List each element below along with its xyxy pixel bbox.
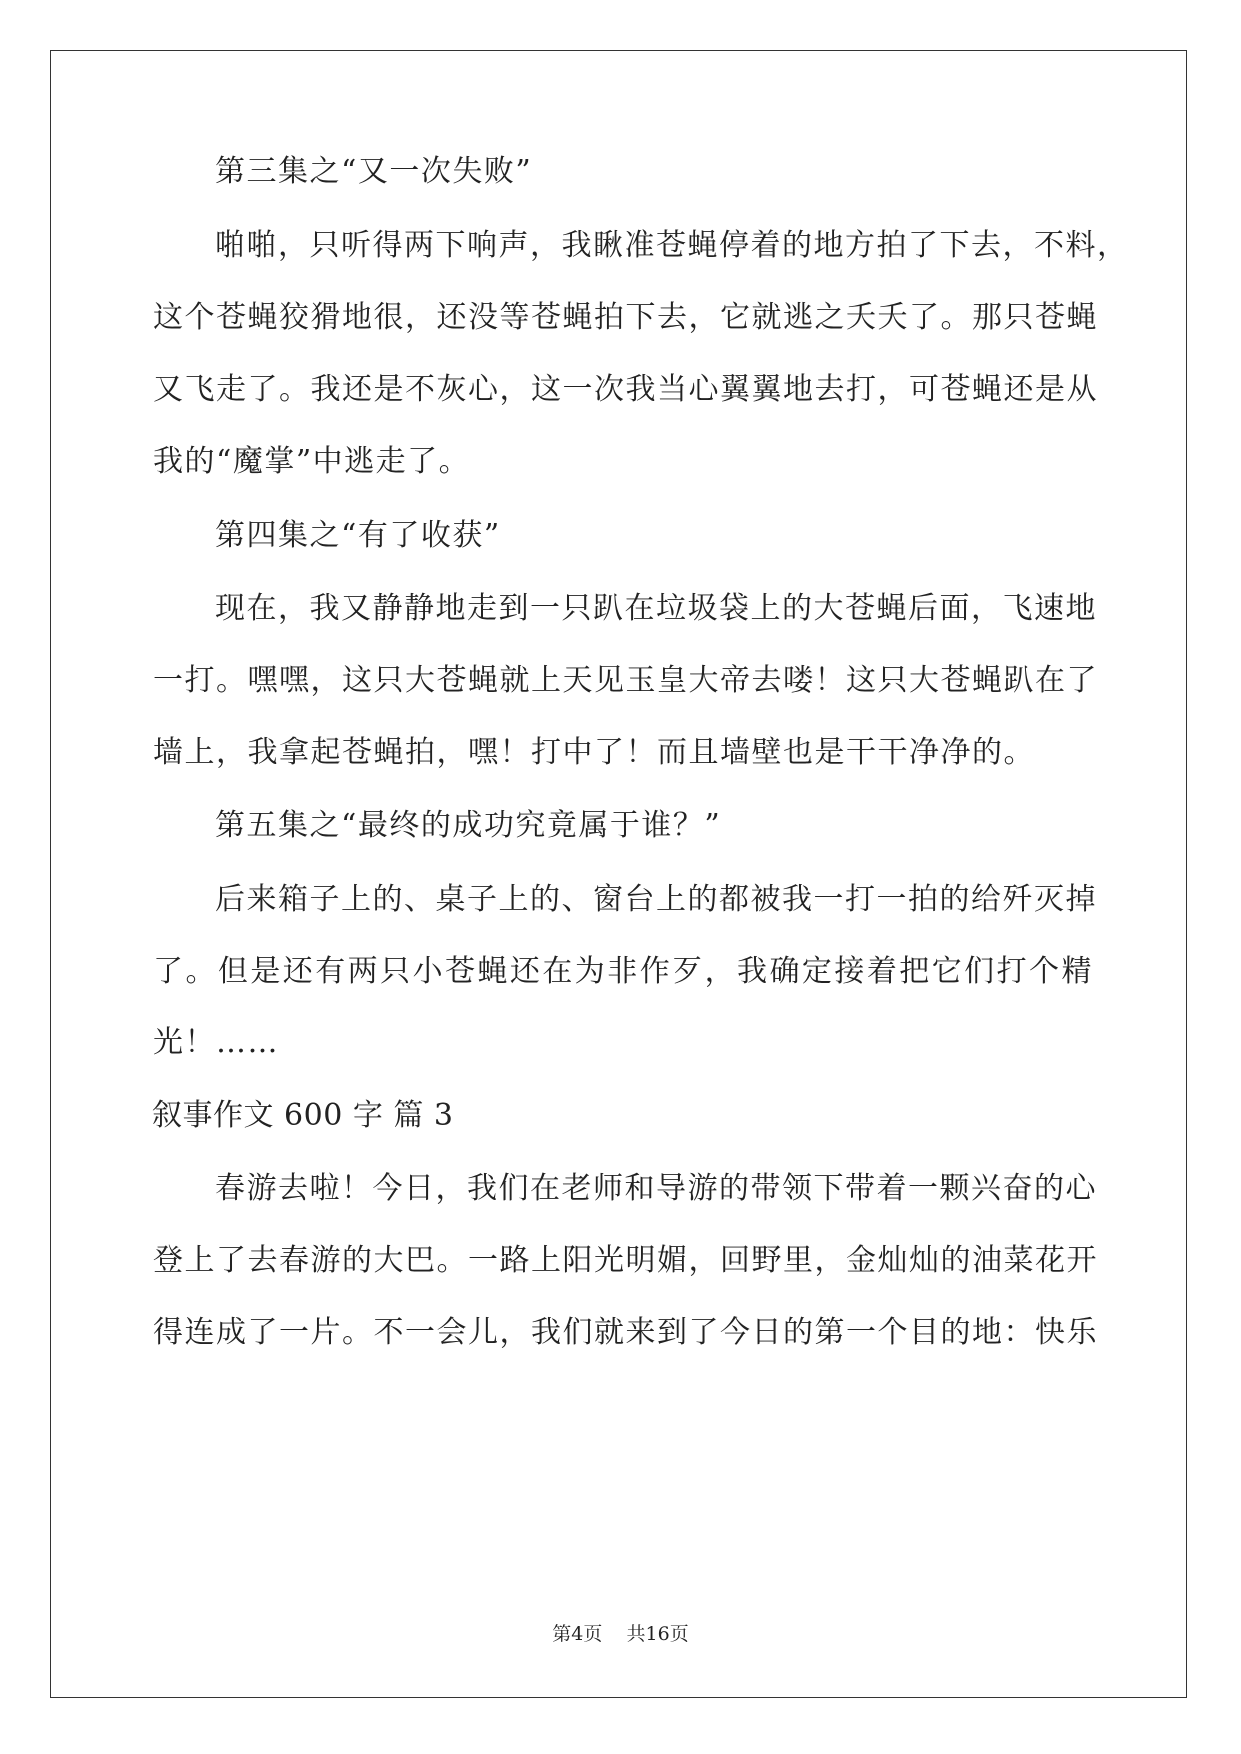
paragraph-line: 光！…… bbox=[153, 1025, 279, 1060]
page-prefix: 第 bbox=[552, 1623, 572, 1645]
paragraph-line: 一打。嘿嘿，这只大苍蝇就上天见玉皇大帝去喽！这只大苍蝇趴在了 bbox=[153, 663, 1098, 698]
paragraph-line: 得连成了一片。不一会儿，我们就来到了今日的第一个目的地：快乐 bbox=[153, 1315, 1098, 1350]
heading-episode-3: 第三集之“又一次失败” bbox=[215, 154, 533, 189]
paragraph-line: 我的“魔掌”中逃走了。 bbox=[153, 444, 471, 479]
total-prefix: 共 bbox=[626, 1623, 646, 1645]
paragraph-line: 后来箱子上的、桌子上的、窗台上的都被我一打一拍的给歼灭掉 bbox=[215, 882, 1097, 917]
paragraph-line: 登上了去春游的大巴。一路上阳光明媚，回野里，金灿灿的油菜花开 bbox=[153, 1243, 1098, 1278]
heading-episode-5: 第五集之“最终的成功究竟属于谁？” bbox=[215, 808, 722, 843]
paragraph-line: 春游去啦！今日，我们在老师和导游的带领下带着一颗兴奋的心 bbox=[215, 1171, 1097, 1206]
paragraph-line: 啪啪，只听得两下响声，我瞅准苍蝇停着的地方拍了下去，不料， bbox=[215, 228, 1129, 263]
paragraph-line: 又飞走了。我还是不灰心，这一次我当心翼翼地去打，可苍蝇还是从 bbox=[153, 372, 1098, 407]
page-suffix: 页 bbox=[583, 1623, 603, 1645]
paragraph-line: 墙上，我拿起苍蝇拍，嘿！打中了！而且墙壁也是干干净净的。 bbox=[153, 735, 1035, 770]
paragraph-line: 现在，我又静静地走到一只趴在垃圾袋上的大苍蝇后面，飞速地 bbox=[215, 591, 1097, 626]
page-footer bbox=[0, 1622, 1241, 1646]
paragraph-line: 这个苍蝇狡猾地很，还没等苍蝇拍下去，它就逃之夭夭了。那只苍蝇 bbox=[153, 300, 1098, 335]
page-number: 4 bbox=[571, 1623, 584, 1645]
total-pages: 16 bbox=[645, 1623, 670, 1645]
section-title: 叙事作文 600 字 篇 3 bbox=[152, 1098, 454, 1133]
heading-episode-4: 第四集之“有了收获” bbox=[215, 518, 501, 553]
total-suffix: 页 bbox=[669, 1623, 689, 1645]
paragraph-line: 了。但是还有两只小苍蝇还在为非作歹，我确定接着把它们打个精 bbox=[153, 954, 1093, 989]
